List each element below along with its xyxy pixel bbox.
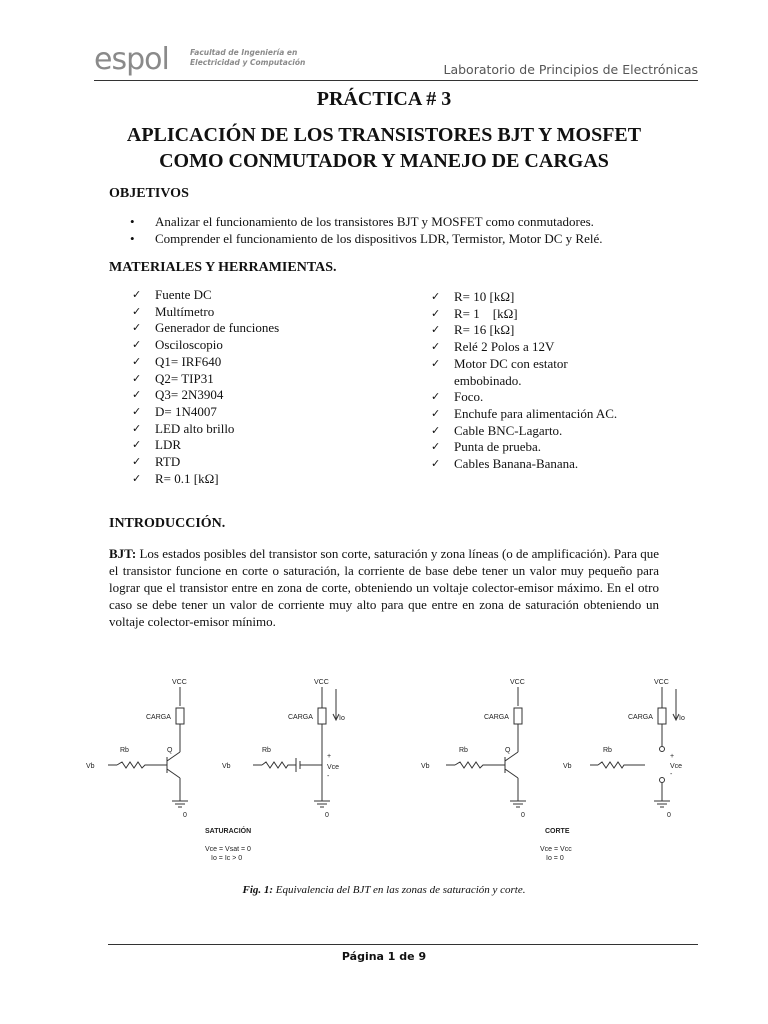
- objectives-list: [130, 213, 603, 247]
- list-item: ✓ Foco.: [429, 389, 617, 406]
- carga-label: CARGA: [146, 714, 171, 721]
- ground-label: 0: [667, 812, 671, 819]
- list-item: ✓ Generador de funciones: [130, 320, 279, 337]
- practice-subtitle: APLICACIÓN DE LOS TRANSISTORES BJT Y MOSFET COMO CONMUTADOR Y MANEJO DE CARGAS: [126, 124, 642, 172]
- list-item: ✓ LED alto brillo: [130, 421, 279, 438]
- list-item: • Comprender el funcionamiento de los dispositivos LDR, Termistor, Motor DC y Relé.: [130, 230, 603, 247]
- carga-label: CARGA: [628, 714, 653, 721]
- list-item: ✓ Q1= IRF640: [130, 354, 279, 371]
- list-item: ✓ R= 0.1 [kΩ]: [130, 471, 279, 488]
- cutoff-eq-2: Io = 0: [546, 855, 564, 862]
- list-item: ✓ R= 16 [kΩ]: [429, 322, 617, 339]
- cutoff-eq-1: Vce = Vcc: [540, 846, 572, 853]
- practice-title: PRÁCTICA # 3: [316, 88, 452, 110]
- io-label: Io: [339, 715, 345, 722]
- minus-label: -: [670, 771, 673, 778]
- cutoff-title: CORTE: [545, 828, 570, 835]
- materials-heading: MATERIALES Y HERRAMIENTAS.: [109, 260, 337, 275]
- vcc-label: VCC: [654, 679, 669, 686]
- caption-text: Equivalencia del BJT en las zonas de saturación y corte.: [273, 884, 526, 896]
- list-item: • Analizar el funcionamiento de los transistores BJT y MOSFET como conmutadores.: [130, 213, 603, 230]
- list-item: ✓ Punta de prueba.: [429, 439, 617, 456]
- plus-label: +: [327, 753, 332, 760]
- list-item: ✓ R= 1 [kΩ]: [429, 306, 617, 323]
- list-item: ✓ Cable BNC-Lagarto.: [429, 423, 617, 440]
- ground-label: 0: [183, 812, 187, 819]
- ground-label: 0: [521, 812, 525, 819]
- carga-label: CARGA: [484, 714, 509, 721]
- intro-paragraph: [109, 545, 659, 630]
- intro-heading: INTRODUCCIÓN.: [109, 516, 226, 531]
- figure-caption: [0, 884, 768, 896]
- list-item-continuation: embobinado.: [454, 372, 522, 388]
- page-number: Página 1 de 9: [341, 950, 427, 963]
- rb-label: Rb: [262, 747, 271, 754]
- q-label: Q: [167, 747, 173, 754]
- intro-body: Los estados posibles del transistor son corte, saturación y zona líneas (o de amplificación). Para que el transistor funcione en corte o saturación, la corriente de base debe tener un valor muy pequeño para lograr que el transistor entre en zona de corte, obteniendo un voltaje colector-emisor máximo. En el otro caso se debe tener un valor de corriente muy alto para que entre en zona de saturación obteniendo un voltaje colector-emisor mínimo.: [109, 546, 659, 629]
- list-item: ✓ Multímetro: [130, 304, 279, 321]
- rb-label: Rb: [603, 747, 612, 754]
- bjt-switch-figure: [0, 664, 768, 879]
- list-item: ✓ LDR: [130, 437, 279, 454]
- list-item: ✓ Fuente DC: [130, 287, 279, 304]
- carga-label: CARGA: [288, 714, 313, 721]
- ground-label: 0: [325, 812, 329, 819]
- materials-list-right: [429, 289, 617, 473]
- vb-label: Vb: [421, 763, 430, 770]
- list-item: ✓ Motor DC con estator: [429, 356, 617, 373]
- list-item: ✓ D= 1N4007: [130, 404, 279, 421]
- vce-label: Vce: [670, 763, 683, 770]
- rb-label: Rb: [459, 747, 468, 754]
- vce-label: Vce: [327, 764, 340, 771]
- io-label: Io: [679, 715, 685, 722]
- faculty-name: Facultad de Ingeniería en Electricidad y Computación: [190, 48, 306, 67]
- vcc-label: VCC: [314, 679, 329, 686]
- intro-lead: BJT:: [109, 546, 137, 561]
- rb-label: Rb: [120, 747, 129, 754]
- footer-divider: [108, 944, 698, 945]
- q-label: Q: [505, 747, 511, 754]
- list-item: ✓ Q3= 2N3904: [130, 387, 279, 404]
- vb-label: Vb: [86, 763, 95, 770]
- plus-label: +: [670, 753, 675, 760]
- list-item: ✓ Relé 2 Polos a 12V: [429, 339, 617, 356]
- caption-label: Fig. 1:: [242, 884, 274, 896]
- vcc-label: VCC: [172, 679, 187, 686]
- vcc-label: VCC: [510, 679, 525, 686]
- list-item: ✓ Osciloscopio: [130, 337, 279, 354]
- objectives-heading: OBJETIVOS: [109, 186, 189, 201]
- materials-list-left: [130, 287, 279, 487]
- list-item: ✓ R= 10 [kΩ]: [429, 289, 617, 306]
- saturation-title: SATURACIÓN: [205, 828, 252, 835]
- minus-label: -: [327, 773, 330, 780]
- espol-logo: [94, 42, 306, 77]
- list-item: ✓ RTD: [130, 454, 279, 471]
- list-item: ✓ Cables Banana-Banana.: [429, 456, 617, 473]
- list-item: ✓ Enchufe para alimentación AC.: [429, 406, 617, 423]
- saturation-eq-1: Vce = Vsat = 0: [205, 846, 251, 853]
- vb-label: Vb: [563, 763, 572, 770]
- saturation-eq-2: Io = Ic > 0: [211, 855, 243, 862]
- logo-wordmark: espol: [94, 42, 169, 77]
- lab-name: Laboratorio de Principios de Electrónicas: [443, 62, 698, 77]
- vb-label: Vb: [222, 763, 231, 770]
- list-item: ✓ Q2= TIP31: [130, 371, 279, 388]
- page-header: [94, 42, 698, 81]
